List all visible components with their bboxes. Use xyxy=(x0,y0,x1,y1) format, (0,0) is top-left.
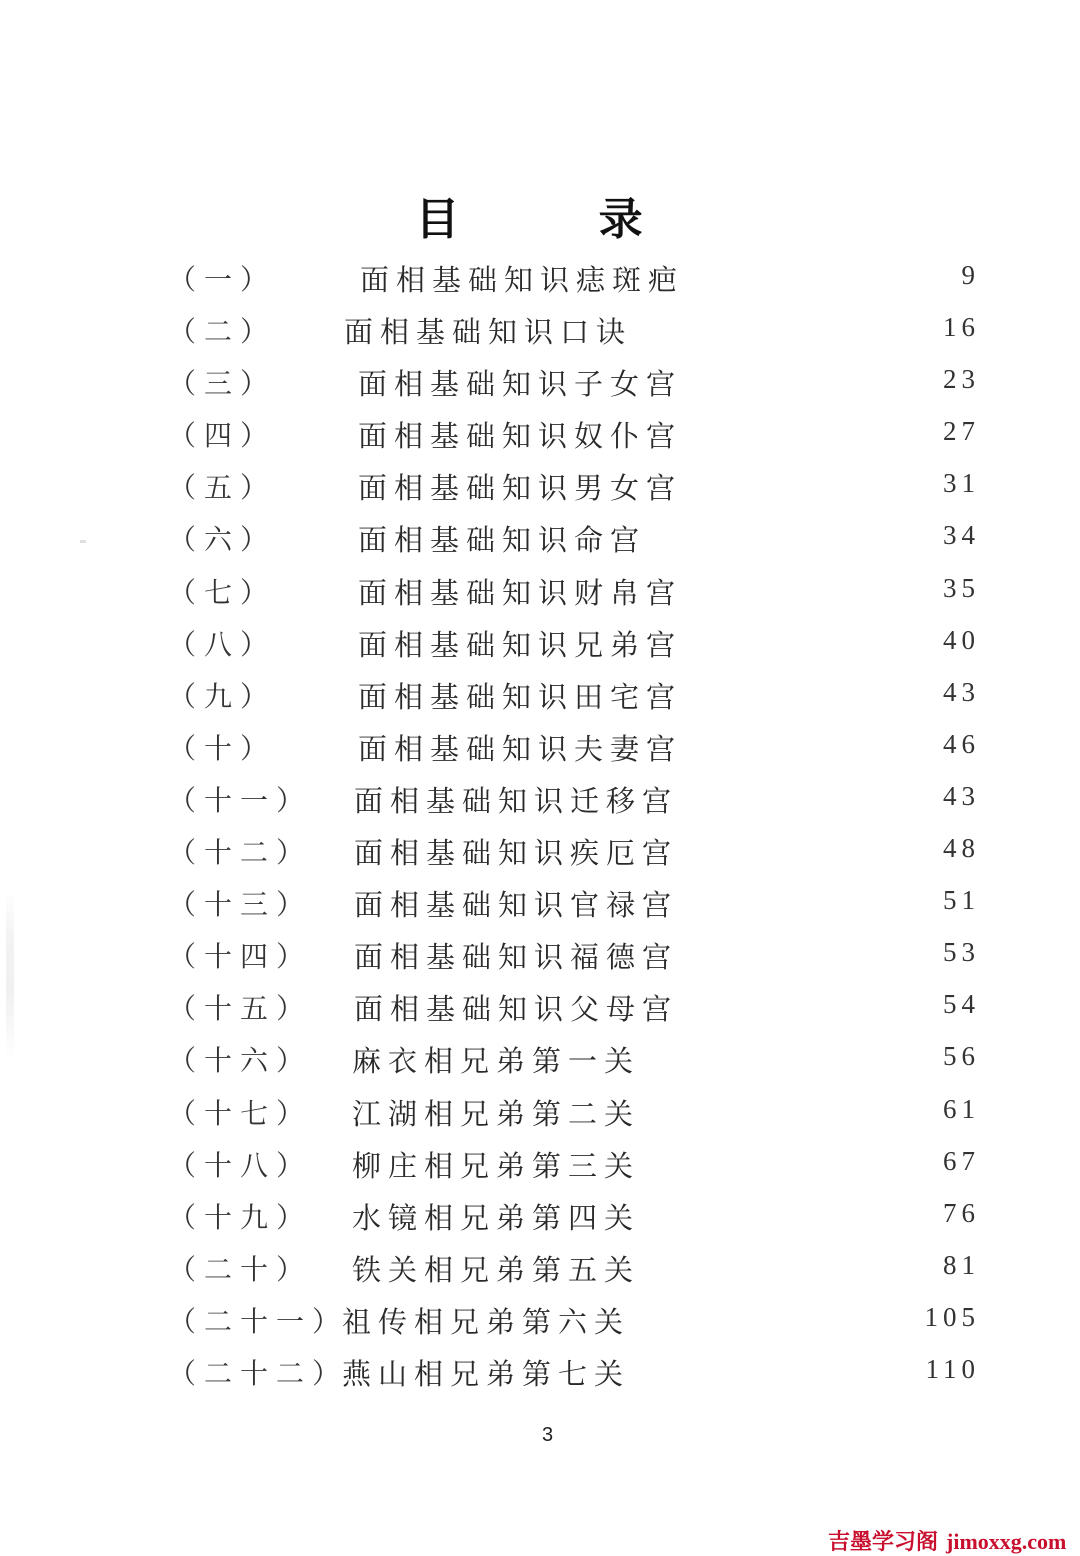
toc-entry-page: 54 xyxy=(943,989,980,1020)
toc-entry-16[interactable] xyxy=(168,1033,980,1085)
toc-entry-page: 105 xyxy=(924,1301,980,1332)
toc-entry-21[interactable] xyxy=(168,1294,980,1346)
toc-entry-page: 51 xyxy=(943,885,980,916)
toc-entry-9[interactable] xyxy=(168,669,980,721)
toc-entry-number: （一） xyxy=(168,263,277,296)
toc-entry-page: 61 xyxy=(943,1093,980,1124)
toc-entry-title: 面相基础知识田宅宫 xyxy=(358,679,683,714)
scan-artifact xyxy=(6,890,14,1060)
toc-entry-title: 麻衣相兄弟第一关 xyxy=(352,1044,641,1079)
toc-entry-number: （十一） xyxy=(168,783,313,817)
toc-entry-title: 水镜相兄弟第四关 xyxy=(352,1200,641,1235)
toc-entry-11[interactable] xyxy=(168,773,980,825)
toc-list xyxy=(168,252,980,1398)
toc-entry-18[interactable] xyxy=(168,1138,980,1190)
page-number: 3 xyxy=(542,1424,554,1446)
watermark-site-name: 吉墨学习阁 xyxy=(828,1530,939,1555)
toc-entry-number: （十八） xyxy=(168,1148,313,1182)
toc-entry-page: 16 xyxy=(943,312,980,343)
toc-entry-page: 27 xyxy=(943,416,980,447)
toc-entry-number: （十二） xyxy=(168,836,313,870)
toc-entry-number: （二十一） xyxy=(168,1304,349,1338)
toc-entry-page: 9 xyxy=(961,260,980,290)
toc-entry-5[interactable] xyxy=(168,460,980,512)
toc-entry-page: 43 xyxy=(943,676,980,707)
toc-entry-1[interactable] xyxy=(168,252,980,304)
toc-entry-number: （十五） xyxy=(168,992,313,1026)
toc-entry-7[interactable] xyxy=(168,565,980,617)
toc-entry-title: 祖传相兄弟第六关 xyxy=(342,1304,631,1339)
toc-entry-6[interactable] xyxy=(168,512,980,564)
toc-entry-13[interactable] xyxy=(168,877,980,929)
toc-entry-page: 23 xyxy=(943,364,980,395)
toc-entry-title: 面相基础知识夫妻宫 xyxy=(358,731,683,766)
toc-entry-number: （十七） xyxy=(168,1096,313,1130)
toc-entry-12[interactable] xyxy=(168,825,980,877)
scan-artifact-dot xyxy=(80,540,86,543)
toc-entry-number: （三） xyxy=(168,367,277,401)
toc-entry-page: 110 xyxy=(925,1353,980,1384)
toc-entry-page: 56 xyxy=(943,1041,980,1072)
toc-entry-number: （十四） xyxy=(168,940,313,974)
toc-entry-page: 48 xyxy=(943,833,980,864)
toc-entry-number: （十） xyxy=(168,731,277,765)
watermark xyxy=(828,1525,1066,1556)
toc-entry-title: 面相基础知识官禄宫 xyxy=(354,888,679,923)
toc-entry-8[interactable] xyxy=(168,617,980,669)
toc-entry-title: 柳庄相兄弟第三关 xyxy=(352,1148,641,1183)
toc-entry-title: 面相基础知识奴仆宫 xyxy=(358,419,683,454)
toc-entry-14[interactable] xyxy=(168,929,980,981)
toc-entry-number: （九） xyxy=(168,679,277,713)
toc-entry-page: 76 xyxy=(943,1197,980,1228)
toc-entry-page: 67 xyxy=(943,1145,980,1176)
toc-entry-title: 面相基础知识疾厄宫 xyxy=(354,836,679,871)
toc-entry-page: 81 xyxy=(943,1249,980,1280)
toc-entry-3[interactable] xyxy=(168,356,980,408)
toc-entry-15[interactable] xyxy=(168,981,980,1033)
toc-entry-title: 面相基础知识父母宫 xyxy=(354,992,679,1027)
toc-entry-19[interactable] xyxy=(168,1190,980,1242)
toc-entry-title: 面相基础知识福德宫 xyxy=(354,940,679,975)
toc-entry-number: （十三） xyxy=(168,888,313,922)
toc-entry-title: 面相基础知识财帛宫 xyxy=(358,575,683,610)
toc-entry-title: 面相基础知识命宫 xyxy=(358,523,647,558)
toc-entry-22[interactable] xyxy=(168,1346,980,1398)
toc-entry-title: 面相基础知识兄弟宫 xyxy=(358,627,683,662)
toc-entry-10[interactable] xyxy=(168,721,980,773)
toc-entry-page: 43 xyxy=(943,780,980,811)
toc-title: 目 录 xyxy=(415,194,705,245)
toc-entry-4[interactable] xyxy=(168,408,980,460)
toc-entry-title: 江湖相兄弟第二关 xyxy=(352,1096,641,1131)
toc-entry-page: 35 xyxy=(943,572,980,603)
toc-entry-number: （十六） xyxy=(168,1044,313,1078)
toc-entry-title: 面相基础知识痣斑疤 xyxy=(360,263,685,297)
toc-entry-title: 面相基础知识迁移宫 xyxy=(354,783,679,818)
toc-entry-number: （六） xyxy=(168,523,277,557)
toc-entry-page: 31 xyxy=(943,468,980,499)
toc-entry-page: 46 xyxy=(943,728,980,759)
toc-entry-page: 53 xyxy=(943,937,980,968)
toc-entry-number: （二十） xyxy=(168,1252,313,1286)
toc-entry-page: 34 xyxy=(943,520,980,551)
toc-entry-title: 燕山相兄弟第七关 xyxy=(342,1356,631,1391)
toc-entry-number: （四） xyxy=(168,419,277,453)
toc-entry-page: 40 xyxy=(943,624,980,655)
toc-entry-number: （二） xyxy=(168,315,277,349)
toc-entry-17[interactable] xyxy=(168,1086,980,1138)
toc-entry-number: （七） xyxy=(168,575,277,609)
toc-entry-number: （五） xyxy=(168,471,277,505)
toc-entry-title: 面相基础知识男女宫 xyxy=(358,471,683,506)
toc-entry-title: 面相基础知识口诀 xyxy=(344,315,633,350)
toc-entry-number: （八） xyxy=(168,627,277,661)
toc-entry-title: 面相基础知识子女宫 xyxy=(358,367,683,402)
toc-entry-title: 铁关相兄弟第五关 xyxy=(352,1252,641,1287)
toc-entry-2[interactable] xyxy=(168,304,980,356)
toc-entry-number: （十九） xyxy=(168,1200,313,1234)
watermark-url: jimoxxg.com xyxy=(946,1529,1067,1554)
toc-entry-number: （二十二） xyxy=(168,1356,349,1390)
toc-entry-20[interactable] xyxy=(168,1242,980,1294)
